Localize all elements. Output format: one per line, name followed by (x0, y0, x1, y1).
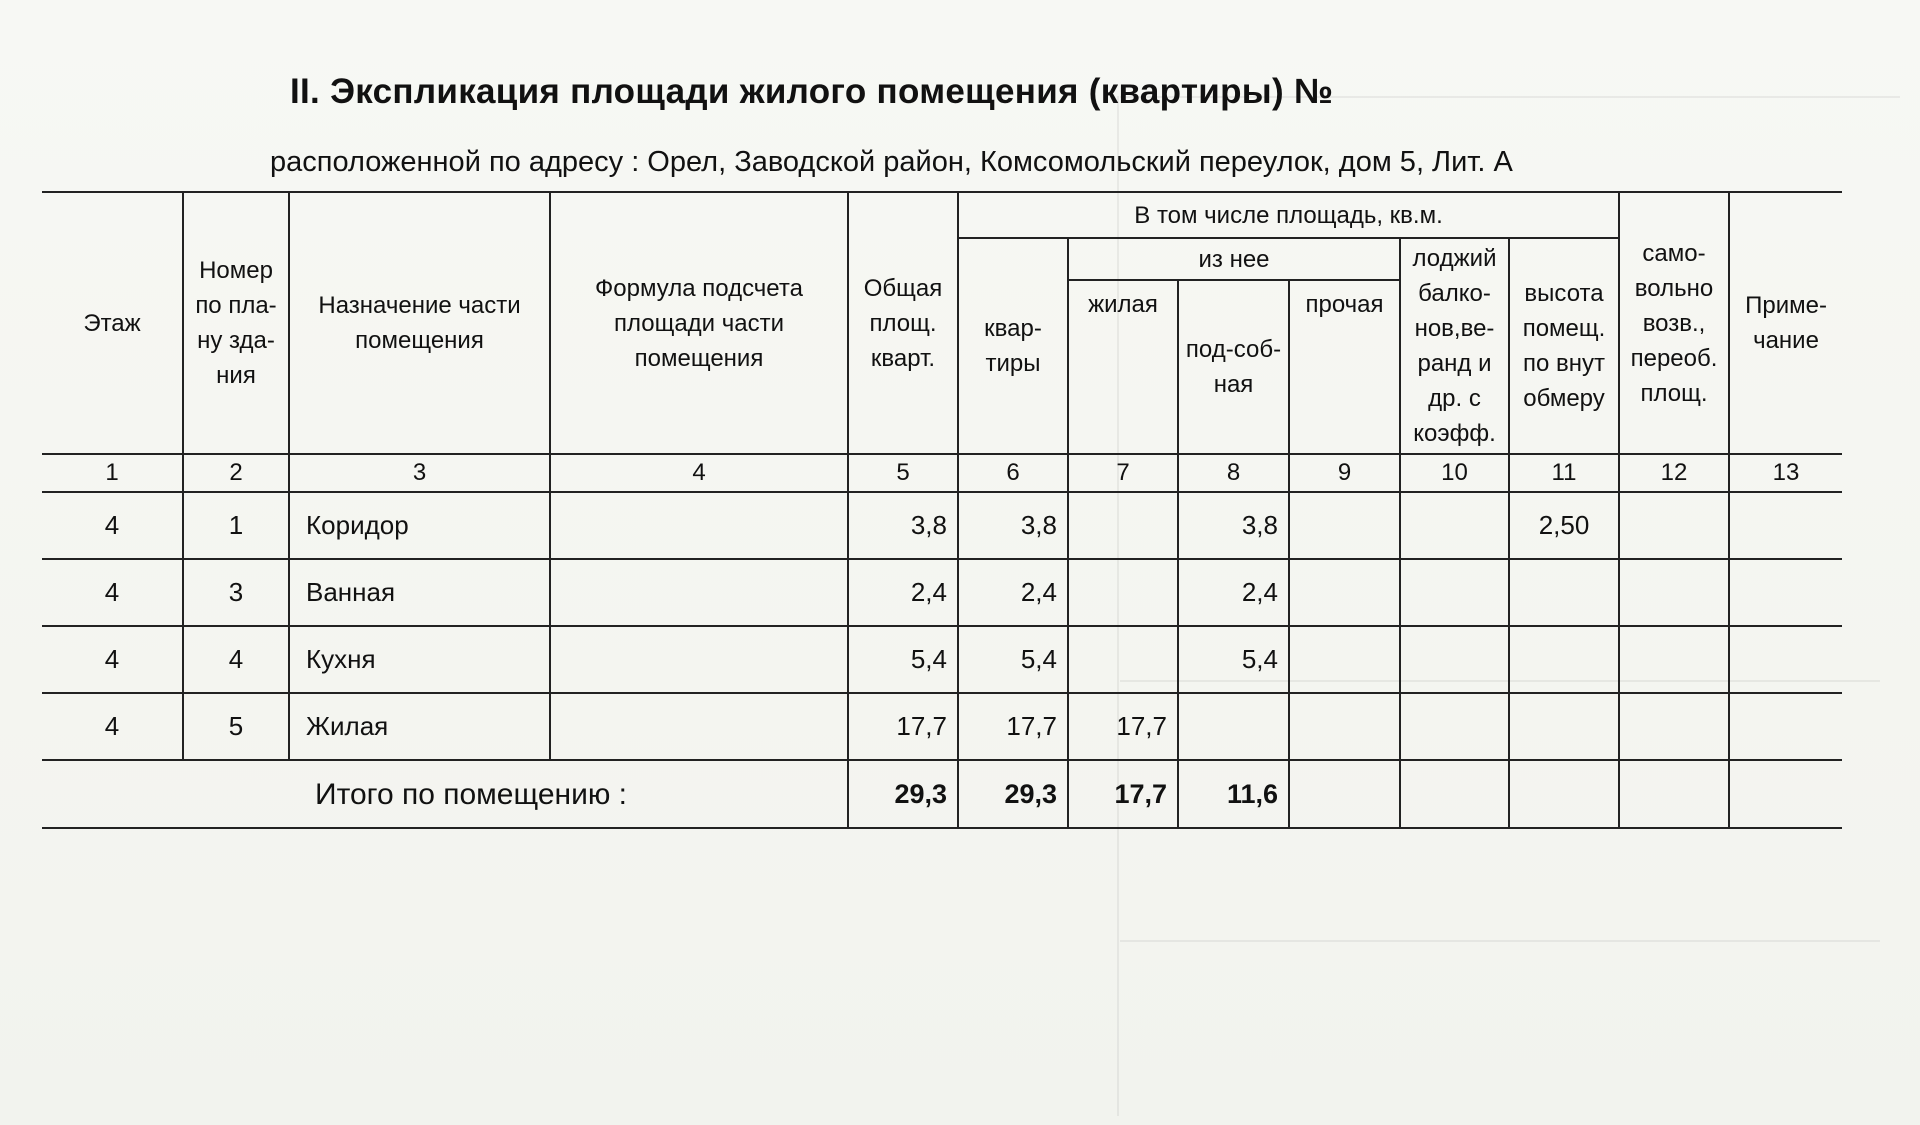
cell-loggia (1400, 492, 1509, 559)
cell-note (1729, 492, 1842, 559)
cell-living (1068, 626, 1178, 693)
column-numbers-row (42, 454, 1842, 492)
cell-self-built (1619, 559, 1729, 626)
cell-purpose: Коридор (289, 492, 550, 559)
cell-apartment: 5,4 (958, 626, 1068, 693)
total-apartment-value: 29,3 (958, 760, 1068, 828)
total-row (42, 760, 1842, 828)
total-label: Итого по помещению : (42, 760, 848, 828)
header-plan-number: Номер по пла-ну зда-ния (183, 192, 289, 454)
cell-formula (550, 626, 848, 693)
cell-self-built (1619, 626, 1729, 693)
header-total-area: Общая площ. кварт. (848, 192, 958, 454)
cell-plan-number: 3 (183, 559, 289, 626)
table-row (42, 693, 1842, 760)
cell-formula (550, 559, 848, 626)
cell-apartment: 3,8 (958, 492, 1068, 559)
cell-plan-number: 1 (183, 492, 289, 559)
header-of-it: из нее (1068, 238, 1400, 280)
column-number: 2 (183, 454, 289, 492)
header-apartment: квар-тиры (958, 238, 1068, 454)
total-loggia-value (1400, 760, 1509, 828)
cell-formula (550, 693, 848, 760)
cell-other (1289, 626, 1400, 693)
column-number: 6 (958, 454, 1068, 492)
cell-note (1729, 626, 1842, 693)
bleed-through-line (1120, 940, 1880, 942)
table-row (42, 492, 1842, 559)
column-number: 10 (1400, 454, 1509, 492)
header-purpose: Назначение части помещения (289, 192, 550, 454)
total-auxiliary-value: 11,6 (1178, 760, 1289, 828)
cell-height (1509, 693, 1619, 760)
header-incl-area: В том числе площадь, кв.м. (958, 192, 1619, 238)
cell-total: 17,7 (848, 693, 958, 760)
cell-floor: 4 (42, 492, 183, 559)
column-number: 3 (289, 454, 550, 492)
cell-living: 17,7 (1068, 693, 1178, 760)
cell-loggia (1400, 693, 1509, 760)
column-number: 11 (1509, 454, 1619, 492)
cell-loggia (1400, 626, 1509, 693)
cell-self-built (1619, 492, 1729, 559)
header-height: высота помещ. по внут обмеру (1509, 238, 1619, 454)
cell-auxiliary: 5,4 (1178, 626, 1289, 693)
header-loggias: лоджий балко-нов,ве-ранд и др. с коэфф. (1400, 238, 1509, 454)
column-number: 5 (848, 454, 958, 492)
cell-note (1729, 559, 1842, 626)
header-note: Приме-чание (1729, 192, 1842, 454)
total-area-value: 29,3 (848, 760, 958, 828)
cell-plan-number: 5 (183, 693, 289, 760)
cell-purpose: Кухня (289, 626, 550, 693)
header-living: жилая (1068, 280, 1178, 454)
cell-total: 3,8 (848, 492, 958, 559)
cell-other (1289, 559, 1400, 626)
column-number: 4 (550, 454, 848, 492)
column-number: 7 (1068, 454, 1178, 492)
total-self-built-value (1619, 760, 1729, 828)
cell-self-built (1619, 693, 1729, 760)
cell-height (1509, 559, 1619, 626)
cell-purpose: Жилая (289, 693, 550, 760)
cell-floor: 4 (42, 559, 183, 626)
column-number: 1 (42, 454, 183, 492)
cell-auxiliary: 2,4 (1178, 559, 1289, 626)
cell-height: 2,50 (1509, 492, 1619, 559)
cell-formula (550, 492, 848, 559)
total-height-value (1509, 760, 1619, 828)
column-number: 12 (1619, 454, 1729, 492)
cell-floor: 4 (42, 693, 183, 760)
header-auxiliary: под-соб-ная (1178, 280, 1289, 454)
cell-floor: 4 (42, 626, 183, 693)
cell-total: 5,4 (848, 626, 958, 693)
cell-purpose: Ванная (289, 559, 550, 626)
cell-height (1509, 626, 1619, 693)
header-other: прочая (1289, 280, 1400, 454)
total-note-value (1729, 760, 1842, 828)
explication-table (42, 191, 1842, 829)
page-title: II. Экспликация площади жилого помещения (квартиры) № (290, 72, 1334, 111)
table-row (42, 626, 1842, 693)
column-number: 8 (1178, 454, 1289, 492)
header-formula: Формула подсчета площади части помещения (550, 192, 848, 454)
cell-apartment: 17,7 (958, 693, 1068, 760)
address-line: расположенной по адресу : Орел, Заводской район, Комсомольский переулок, дом 5, Лит. А (270, 146, 1513, 178)
header-row-1 (42, 192, 1842, 238)
total-living-value: 17,7 (1068, 760, 1178, 828)
cell-apartment: 2,4 (958, 559, 1068, 626)
cell-total: 2,4 (848, 559, 958, 626)
header-floor: Этаж (42, 192, 183, 454)
cell-plan-number: 4 (183, 626, 289, 693)
cell-other (1289, 693, 1400, 760)
cell-note (1729, 693, 1842, 760)
cell-loggia (1400, 559, 1509, 626)
total-other-value (1289, 760, 1400, 828)
cell-auxiliary: 3,8 (1178, 492, 1289, 559)
cell-other (1289, 492, 1400, 559)
column-number: 13 (1729, 454, 1842, 492)
column-number: 9 (1289, 454, 1400, 492)
cell-living (1068, 492, 1178, 559)
cell-auxiliary (1178, 693, 1289, 760)
header-self-built: само-вольно возв., переоб. площ. (1619, 192, 1729, 454)
table-row (42, 559, 1842, 626)
cell-living (1068, 559, 1178, 626)
